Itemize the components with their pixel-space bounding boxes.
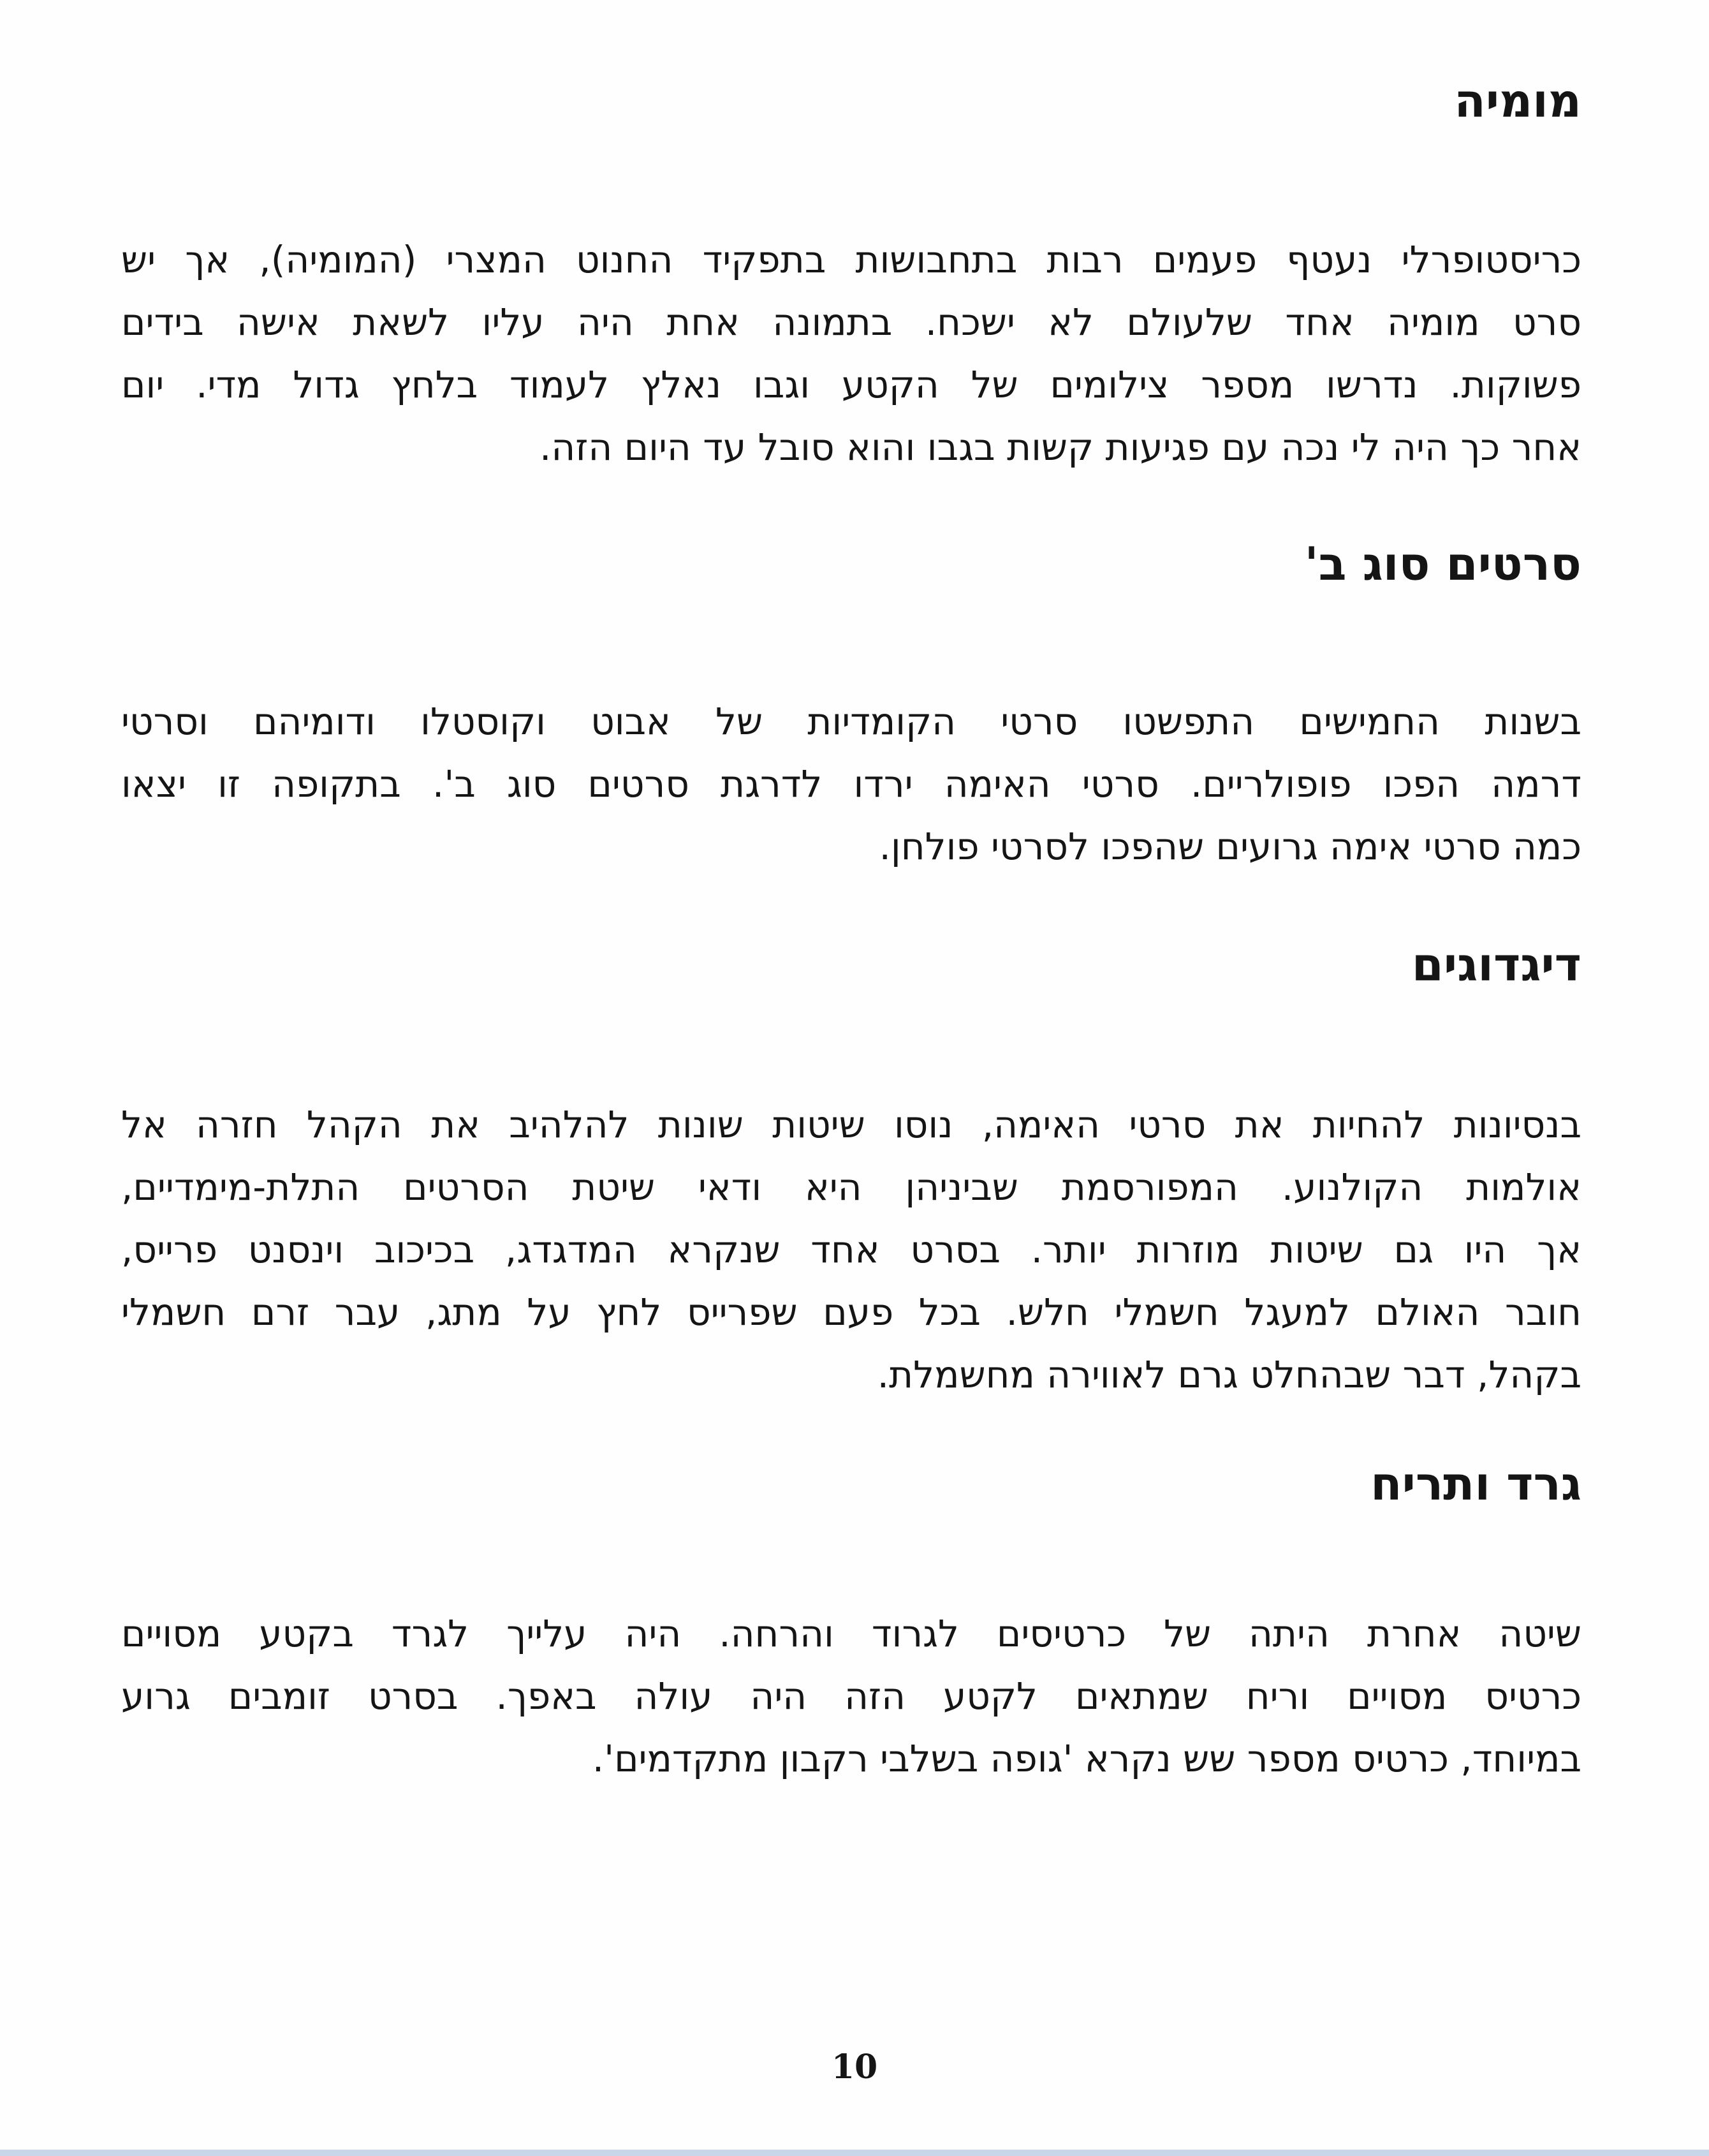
paragraph-line: בקהל, דבר שבהחלט גרם לאווירה מחשמלת.	[877, 1353, 1581, 1396]
section-heading-tickles: דיגדוגים	[1411, 938, 1581, 991]
paragraph-line: אולמות הקולנוע. המפורסמת שביניהן היא ודאי שיטת הסרטים התלת-מימדיים,	[121, 1165, 1581, 1209]
paragraph-line: בנסיונות להחיות את סרטי האימה, נוסו שיטות שונות להלהיב את הקהל חזרה אל	[121, 1103, 1581, 1146]
page-number: 10	[831, 2048, 878, 2086]
paragraph-line: בשנות החמישים התפשטו סרטי הקומדיות של אבוט וקוסטלו ודומיהם וסרטי	[121, 700, 1581, 743]
paragraph-line: חובר האולם למעגל חשמלי חלש. בכל פעם שפרייס לחץ על מתג, עבר זרם חשמלי	[121, 1290, 1581, 1334]
section-paragraph-mummy	[121, 228, 1581, 478]
section-paragraph-scratch-sniff	[121, 1602, 1581, 1790]
paragraph-line: כמה סרטי אימה גרועים שהפכו לסרטי פולחן.	[879, 825, 1581, 868]
section-paragraph-b-movies	[121, 690, 1581, 878]
paragraph-line: סרט מומיה אחד שלעולם לא ישכח. בתמונה אחת היה עליו לשאת אישה בידים	[121, 300, 1581, 344]
paragraph-line: פשוקות. נדרשו מספר צילומים של הקטע וגבו נאלץ לעמוד בלחץ גדול מדי. יום	[121, 363, 1581, 406]
paragraph-line: דרמה הפכו פופולריים. סרטי האימה ירדו לדרגת סרטים סוג ב'. בתקופה זו יצאו	[121, 762, 1581, 806]
scan-edge	[0, 2150, 1709, 2156]
section-heading-mummy: מומיה	[1454, 74, 1581, 128]
paragraph-line: במיוחד, כרטיס מספר שש נקרא 'גופה בשלבי רקבון מתקדמים'.	[592, 1737, 1581, 1780]
paragraph-line: כרטיס מסויים וריח שמתאים לקטע הזה היה עולה באפך. בסרט זומבים גרוע	[121, 1674, 1581, 1718]
paragraph-line: כריסטופרלי נעטף פעמים רבות בתחבושות בתפקיד החנוט המצרי (המומיה), אך יש	[121, 238, 1581, 281]
section-heading-b-movies: סרטים סוג ב'	[1304, 537, 1581, 591]
paragraph-line: אחר כך היה לי נכה עם פגיעות קשות בגבו והוא סובל עד היום הזה.	[539, 425, 1581, 469]
section-heading-scratch-sniff: גרד ותריח	[1370, 1457, 1581, 1510]
section-paragraph-tickles	[121, 1093, 1581, 1406]
paragraph-line: אך היו גם שיטות מוזרות יותר. בסרט אחד שנקרא המדגדג, בכיכוב וינסנט פרייס,	[121, 1228, 1581, 1271]
paragraph-line: שיטה אחרת היתה של כרטיסים לגרוד והרחה. היה עלייך לגרד בקטע מסויים	[121, 1612, 1581, 1655]
